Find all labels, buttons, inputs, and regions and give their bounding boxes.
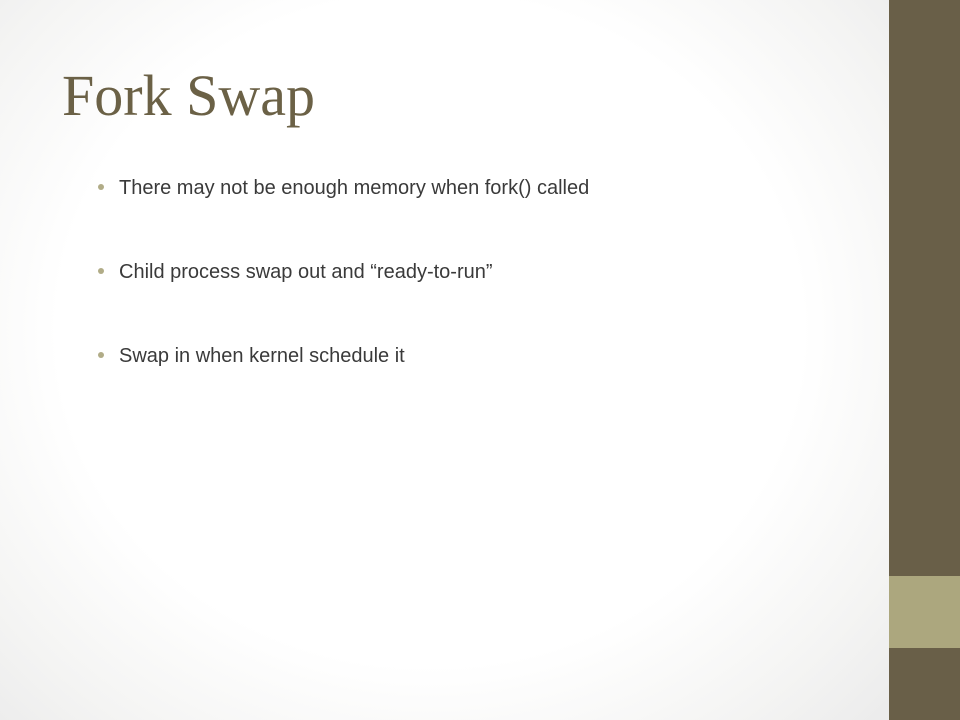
bullet-dot-icon xyxy=(98,352,104,358)
bullet-text: There may not be enough memory when fork() called xyxy=(119,177,590,199)
bullet-item xyxy=(98,252,589,292)
bullet-dot-icon xyxy=(98,184,104,190)
bullet-text: Child process swap out and “ready-to-run” xyxy=(119,261,493,283)
decorative-sidebar xyxy=(889,0,960,720)
sidebar-accent-block xyxy=(889,576,960,648)
sidebar-main-block xyxy=(889,0,960,576)
sidebar-bottom-block xyxy=(889,648,960,720)
bullet-text: Swap in when kernel schedule it xyxy=(119,345,405,367)
bullet-list xyxy=(98,168,589,420)
bullet-item xyxy=(98,168,589,208)
slide-title: Fork Swap xyxy=(62,63,315,128)
bullet-item xyxy=(98,336,589,376)
bullet-dot-icon xyxy=(98,268,104,274)
